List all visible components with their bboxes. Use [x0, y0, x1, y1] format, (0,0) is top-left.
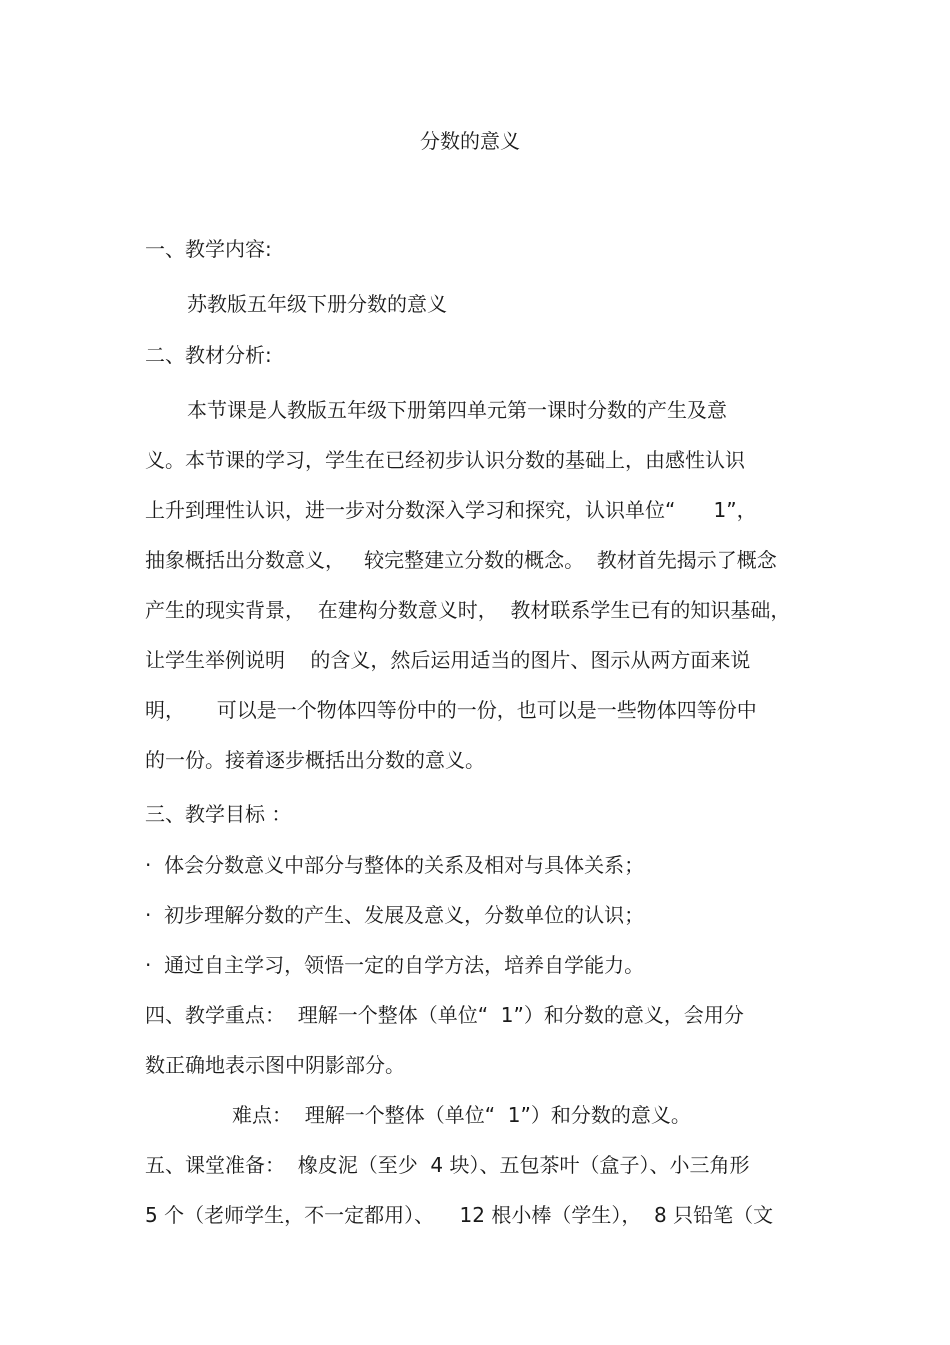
- paragraph-line: 上升到理性认识，进一步对分数深入学习和探究，认识单位“ 1”，: [145, 498, 757, 522]
- section-heading-keypoints: 四、教学重点： 理解一个整体（单位“ 1”）和分数的意义，会用分: [145, 1003, 744, 1027]
- paragraph-line: 5 个（老师学生，不一定都用）、 12 根小棒（学生）， 8 只铅笔（文: [145, 1203, 774, 1227]
- paragraph-line: 明， 可以是一个物体四等份中的一份，也可以是一些物体四等份中: [145, 698, 757, 722]
- section-heading-goals: 三、教学目标 ：: [145, 802, 292, 826]
- section-heading-content: 一、教学内容:: [145, 237, 272, 261]
- paragraph-line: 让学生举例说明 的含义，然后运用适当的图片、图示从两方面来说: [145, 648, 751, 672]
- document-title: 分数的意义: [420, 129, 520, 153]
- section-heading-preparation: 五、课堂准备： 橡皮泥（至少 4 块）、五包茶叶（盒子）、小三角形: [145, 1153, 750, 1177]
- paragraph-line: 抽象概括出分数意义， 较完整建立分数的概念。 教材首先揭示了概念: [145, 548, 777, 572]
- paragraph-line: 的一份。接着逐步概括出分数的意义。: [145, 748, 485, 772]
- paragraph-line: 本节课是人教版五年级下册第四单元第一课时分数的产生及意: [187, 398, 727, 422]
- paragraph-line: 数正确地表示图中阴影部分。: [145, 1053, 405, 1077]
- paragraph-line: 产生的现实背景， 在建构分数意义时， 教材联系学生已有的知识基础，: [145, 598, 791, 622]
- bullet-item: · 体会分数意义中部分与整体的关系及相对与具体关系；: [145, 853, 645, 877]
- paragraph-line: 义。本节课的学习，学生在已经初步认识分数的基础上，由感性认识: [145, 448, 745, 472]
- bullet-item: · 初步理解分数的产生、发展及意义，分数单位的认识；: [145, 903, 645, 927]
- section-heading-analysis: 二、教材分析:: [145, 343, 272, 367]
- paragraph-line: 苏教版五年级下册分数的意义: [187, 292, 447, 316]
- bullet-item: · 通过自主学习，领悟一定的自学方法，培养自学能力。: [145, 953, 645, 977]
- difficulty-line: 难点： 理解一个整体（单位“ 1”）和分数的意义。: [232, 1103, 691, 1127]
